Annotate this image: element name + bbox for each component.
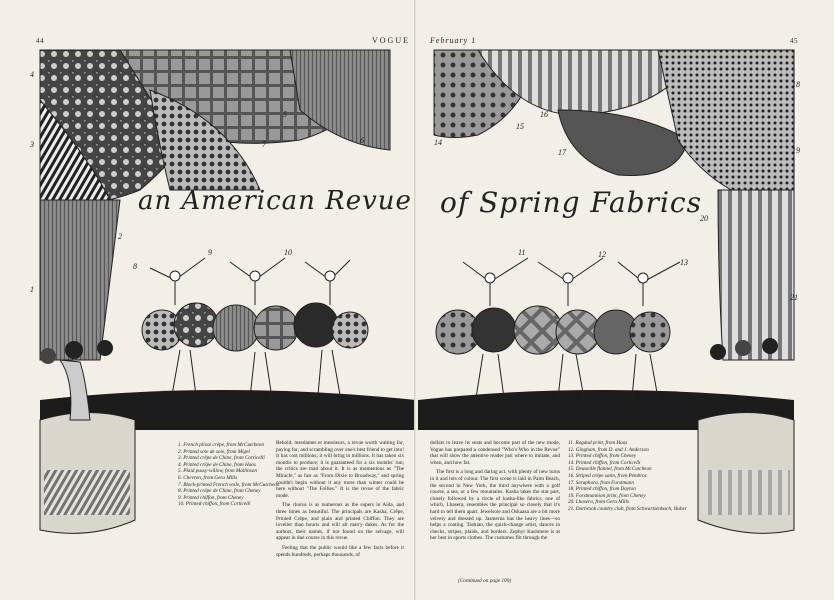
article-paragraph: dollars to leave its seats and become part of the new mode, Vogue has prepared a condensed "Who's Who in the Revue" that will show the attentive reader just where to imitate, and when, and how far. xyxy=(430,440,560,466)
legend-item: 18. Printed chiffon, from Dayton xyxy=(568,486,636,493)
fabric-number-14: 14 xyxy=(434,138,442,147)
legend-item: 13. Printed chiffon, from Cheney xyxy=(568,453,637,460)
legend-item: 11. Bagdad print, from Haas xyxy=(568,440,628,446)
article-paragraph: Behold, mesdames et messieurs, a revue worth waiting for, paying for, and scrambling over one's best friend to get into! It has cost millions; it will bring in millions. It has taken six months to produce; it is guaranteed for a six months' run; the critics are mad about it. It is as momentous as "The Miracle," as fast as "From Dixie to Broadway," and spring couldn't begin without it any more than winter could be here without "The Follies." It is the revue of the fabric mode. xyxy=(276,440,404,499)
fabric-legend-left xyxy=(178,442,280,508)
legend-item: 1. French plissé crêpe, from McCutcheon xyxy=(178,442,264,448)
fabric-number-19: 19 xyxy=(792,146,800,155)
fabric-number-2: 2 xyxy=(118,232,122,241)
left-page xyxy=(0,0,416,600)
legend-item: 5. Plaid pussy-willow, from Mallinson xyxy=(178,468,257,475)
fabric-number-12: 12 xyxy=(598,250,606,259)
fabric-number-11: 11 xyxy=(518,248,526,257)
legend-item: 17. Seraphora, from Forstmann xyxy=(568,479,634,486)
legend-item: 19. Forstmannion print, from Cheney xyxy=(568,492,646,499)
folio-left: 44 xyxy=(36,37,44,45)
legend-item: 10. Printed chiffon, from Corticelli xyxy=(178,501,251,508)
article-paragraph: The chorus is as numerous as the supers in Aïda, and three times as beautiful. The principals are Kasha, Crêpe, Printed Crêpe, and plain and printed Chiffon. They are lovelier than houris and will all marry dukes. As for the authors, their names, if not found on the selvage, will appear in due course in this revue. xyxy=(276,502,404,542)
fabric-legend-right xyxy=(568,440,688,513)
fabric-number-21: 21 xyxy=(790,293,798,302)
fabric-number-4: 4 xyxy=(30,70,34,79)
fabric-number-8: 8 xyxy=(133,262,137,271)
article-paragraph: Feeling that the public would like a few facts before it spends hundreds, perhaps thousands, of xyxy=(276,544,404,558)
title-american-revue: an American Revue xyxy=(138,186,412,216)
article-column-right xyxy=(430,440,560,575)
fabric-number-9: 9 xyxy=(208,248,212,257)
legend-item: 2. Printed soie de soie, from Migel xyxy=(178,448,250,455)
article-paragraph: The first is a long and daring act, with plenty of new turns in it and lots of colour. The first scene is laid in Palm Beach, the second in New York, the third anywhere with a golf course, a sea, or a few mountains. Kasha takes the star part, closely followed by a circle of kasha-like fabrics, one of which, Lhasera, resembles the principal so closely that it's hard to tell them apart. Jewelsoie and Oskaasa are a bit more velvety and dressed up. Jasmerna has the heavy lines—so helps a coating. Tashian, the quick-change artist, dances in checks, stripes, plaids, and borders. Zephyr Kashmere is at her best in sports clothes. The costumes flit through the xyxy=(430,469,560,542)
legend-item: 15. Deauville flannel, from McCutcheon xyxy=(568,466,652,473)
folio-right: 45 xyxy=(790,37,798,45)
legend-item: 9. Printed chiffon, from Cheney xyxy=(178,494,244,501)
fabric-number-1: 1 xyxy=(30,285,34,294)
right-page xyxy=(418,0,834,600)
legend-item: 4. Printed crêpe de Chine, from Haas xyxy=(178,461,256,468)
continued-note: (Continued on page 100) xyxy=(458,578,512,584)
fabric-number-10: 10 xyxy=(284,248,292,257)
fabric-number-17: 17 xyxy=(558,148,566,157)
legend-item: 16. Striped crêpe satin, from Pembroz xyxy=(568,472,647,479)
fabric-number-20: 20 xyxy=(700,214,708,223)
fabric-number-3: 3 xyxy=(30,140,34,149)
running-head-date: February 1 xyxy=(430,36,477,45)
fabric-number-15: 15 xyxy=(516,122,524,131)
running-head-vogue: VOGUE xyxy=(372,36,410,45)
legend-item: 21. Darbrook country club, from Schwartzenbach, Huber xyxy=(568,505,687,512)
fabric-number-5: 5 xyxy=(283,110,287,119)
legend-item: 6. Chevron, from Gera Mills xyxy=(178,474,237,481)
fabric-number-18: 18 xyxy=(792,80,800,89)
legend-item: 20. Lhasera, from Gera Mills xyxy=(568,499,629,506)
legend-item: 7. Block-printed French voile, from McCutcheon xyxy=(178,481,280,488)
fabric-number-16: 16 xyxy=(540,110,548,119)
legend-item: 12. Gingham, from D. and J. Anderson xyxy=(568,446,649,453)
article-column-left xyxy=(276,440,404,580)
title-spring-fabrics: of Spring Fabrics xyxy=(440,186,702,219)
fabric-number-7: 7 xyxy=(262,140,266,149)
fabric-number-6: 6 xyxy=(360,136,364,145)
fabric-number-13: 13 xyxy=(680,258,688,267)
legend-item: 8. Printed crêpe de Chine, from Cheney xyxy=(178,488,261,495)
legend-item: 3. Printed crêpe de Chine, from Corticelli xyxy=(178,455,265,462)
legend-item: 14. Printed chiffon, from Corticelli xyxy=(568,459,641,466)
